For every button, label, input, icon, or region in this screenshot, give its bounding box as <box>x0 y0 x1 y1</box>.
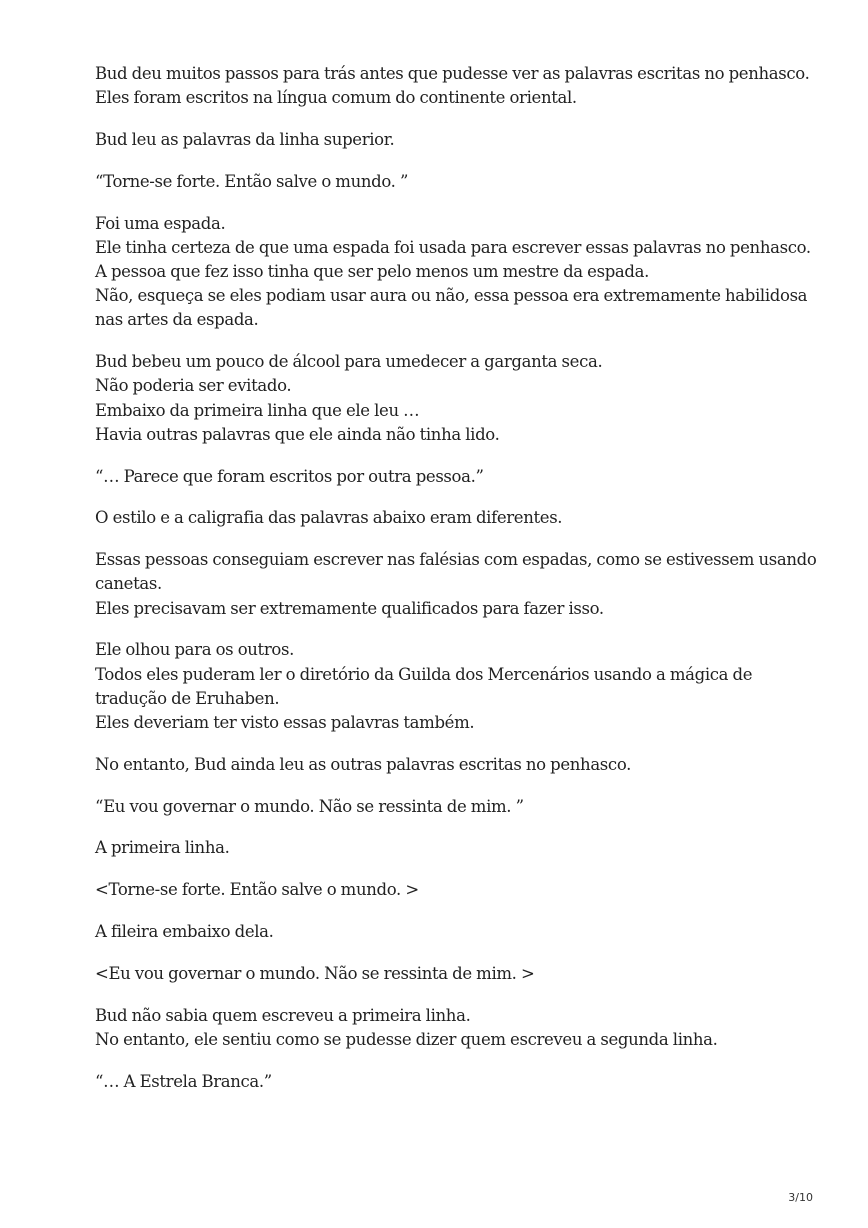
text-line: Eles foram escritos na língua comum do continente oriental. <box>95 88 577 108</box>
text-line: Todos eles puderam ler o diretório da Guilda dos Mercenários usando a mágica de <box>95 664 753 684</box>
text-line: “Torne-se forte. Então salve o mundo. ” <box>95 171 409 191</box>
paragraph <box>95 836 795 860</box>
paragraph <box>95 878 795 902</box>
paragraph <box>95 128 795 152</box>
text-line: nas artes da espada. <box>95 310 259 330</box>
text-line: A fileira embaixo dela. <box>95 922 274 941</box>
paragraph <box>95 350 795 447</box>
paragraph <box>95 212 811 333</box>
text-line: No entanto, ele sentiu como se pudesse dizer quem escreveu a segunda linha. <box>95 1029 718 1049</box>
text-line: “… A Estrela Branca.” <box>95 1071 272 1091</box>
paragraph <box>95 62 810 110</box>
text-line: Não poderia ser evitado. <box>95 376 292 396</box>
text-line: tradução de Eruhaben. <box>95 688 280 708</box>
text-line: Eles deveriam ter visto essas palavras também. <box>95 713 475 733</box>
paragraph <box>95 506 795 530</box>
text-line: Embaixo da primeira linha que ele leu … <box>95 400 420 420</box>
text-line: A primeira linha. <box>95 838 230 858</box>
text-line: Havia outras palavras que ele ainda não tinha lido. <box>95 424 500 444</box>
text-line: No entanto, Bud ainda leu as outras palavras escritas no penhasco. <box>95 754 632 774</box>
paragraph <box>95 920 795 944</box>
text-line: Ele tinha certeza de que uma espada foi usada para escrever essas palavras no penhasco. <box>95 237 811 257</box>
text-line: O estilo e a caligrafia das palavras abaixo eram diferentes. <box>95 508 563 528</box>
text-line: Bud não sabia quem escreveu a primeira linha. <box>95 1005 471 1025</box>
paragraph <box>95 638 795 735</box>
document-body <box>95 62 817 1111</box>
paragraph <box>95 170 795 194</box>
paragraph <box>95 1070 795 1094</box>
text-line: canetas. <box>95 574 162 594</box>
text-line: Bud leu as palavras da linha superior. <box>95 130 395 149</box>
text-line: “Eu vou governar o mundo. Não se ressinta de mim. ” <box>95 796 524 816</box>
paragraph <box>95 962 795 986</box>
text-line: Ele olhou para os outros. <box>95 640 294 660</box>
paragraph <box>95 548 817 621</box>
text-line: Essas pessoas conseguiam escrever nas falésias com espadas, como se estivessem usando <box>95 550 817 570</box>
text-line: Foi uma espada. <box>95 213 226 233</box>
text-line: Não, esqueça se eles podiam usar aura ou não, essa pessoa era extremamente habilidosa <box>95 286 808 306</box>
text-line: <Torne-se forte. Então salve o mundo. > <box>95 880 419 900</box>
text-line: Bud deu muitos passos para trás antes que pudesse ver as palavras escritas no penhasco. <box>95 64 810 83</box>
paragraph <box>95 1004 795 1052</box>
paragraph <box>95 795 795 819</box>
text-line: A pessoa que fez isso tinha que ser pelo menos um mestre da espada. <box>95 262 650 281</box>
text-line: <Eu vou governar o mundo. Não se ressinta de mim. > <box>95 963 535 983</box>
text-line: Eles precisavam ser extremamente qualificados para fazer isso. <box>95 598 604 618</box>
paragraph <box>95 753 795 777</box>
page-number: 3/10 <box>788 1191 813 1204</box>
text-line: Bud bebeu um pouco de álcool para umedecer a garganta seca. <box>95 352 603 372</box>
paragraph <box>95 465 795 489</box>
text-line: “… Parece que foram escritos por outra pessoa.” <box>95 466 484 486</box>
